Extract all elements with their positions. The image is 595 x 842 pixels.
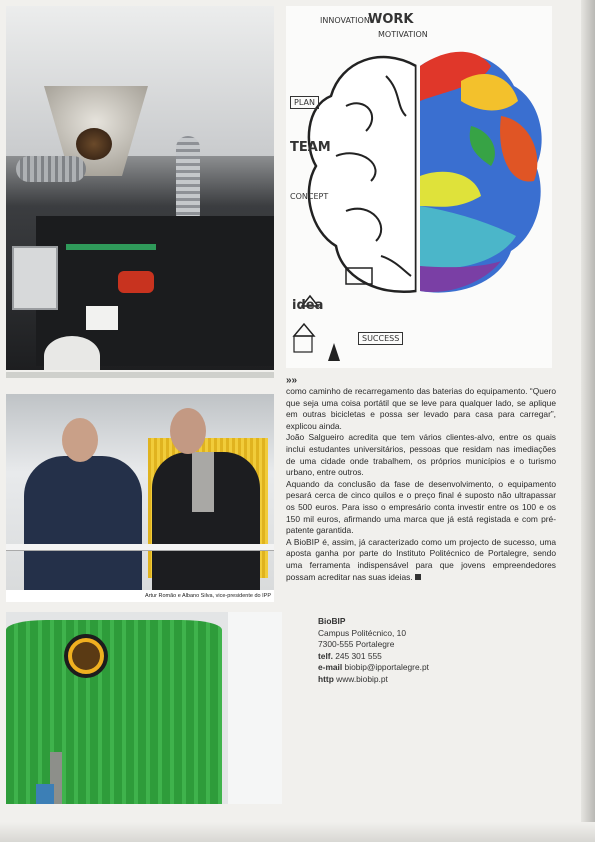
contact-address-line1: Campus Politécnico, 10 — [318, 627, 406, 638]
doodle-success: SUCCESS — [358, 332, 403, 345]
doodle-motivation: MOTIVATION — [378, 30, 428, 39]
tank-photo — [6, 612, 282, 804]
doodle-work: WORK — [368, 12, 414, 27]
article-paragraph-1: como caminho de recarregamento das baterias do equipamento. “Quero que seja uma coisa portátil que se leve para qualquer lado, se aplique em outras bicicletas e possa ser levado para casa para carregar”, explicou ainda. — [286, 386, 556, 431]
contact-email-label: e-mail — [318, 662, 343, 673]
brain-illustration — [286, 6, 552, 368]
flex-tube-vertical — [176, 136, 200, 226]
contact-website-label: http — [318, 673, 334, 684]
green-tank — [6, 620, 222, 804]
end-of-article-mark — [415, 574, 421, 580]
person-right-shirt — [192, 452, 214, 512]
person-left-head — [62, 418, 98, 462]
doodle-concept: CONCEPT — [290, 192, 329, 201]
doodle-idea: idea — [292, 298, 324, 313]
photo-caption — [6, 590, 274, 602]
contact-email-value: biobip@ipportalegre.pt — [344, 662, 429, 673]
brain-illustration-photo — [286, 6, 552, 368]
contact-website — [318, 674, 538, 686]
doodle-team: TEAM — [290, 140, 331, 155]
person-right-head — [170, 408, 206, 454]
doodle-plan: PLAN — [290, 96, 319, 109]
railing — [6, 544, 274, 551]
flex-tube — [16, 156, 86, 182]
control-panel — [12, 246, 58, 310]
red-cylinder — [118, 271, 154, 293]
white-wall — [228, 612, 282, 804]
continuation-marker: »» — [286, 375, 298, 386]
contact-address-line2: 7300-555 Portalegre — [318, 639, 395, 650]
blue-valve — [36, 784, 54, 804]
contact-email — [318, 662, 538, 674]
hopper-opening — [76, 128, 112, 160]
article-paragraph-3: Aquando da conclusão da fase de desenvolvimento, o equipamento pesará cerca de cinco quilos e o preço final é suposto não ultrapassar os 500 euros. Para isso o empresário conta investir entre os 100 e os 150 mil euros, afirmando uma marca que já está registada e com pré-patente garantida. — [286, 478, 556, 536]
person-left-body — [24, 456, 142, 590]
contact-phone-value: 245 301 555 — [335, 650, 382, 661]
contact-phone — [318, 651, 538, 663]
doodle-innovation: INNOVATION — [320, 16, 370, 25]
tank-hatch-opening — [72, 642, 100, 670]
article-paragraph-2: João Salgueiro acredita que tem vários clientes-alvo, entre os quais inclui estudantes universitários, pessoas que residam nas imediações de uma cidade onde trabalhem, os próprios municípios e o turismo urbano, entre outros. — [286, 432, 556, 478]
article-paragraph-4 — [286, 537, 556, 583]
contact-website-value: www.biobip.pt — [336, 673, 388, 684]
contact-name: BioBIP — [318, 616, 346, 626]
article-paragraph-4-text: A BioBIP é, assim, já caracterizado como um projecto de sucesso, uma aposta ganha por parte do Instituto Politécnico de Portalegre, sendo uma ferramenta indispensável para que jovens empreendedores possam acreditar nas suas ideias. — [286, 536, 556, 582]
machine-label — [86, 306, 118, 330]
page-binding-shadow — [581, 0, 595, 842]
contact-phone-label: telf. — [318, 650, 333, 661]
people-photo — [6, 394, 274, 590]
contact-block — [318, 616, 538, 686]
machine-photo — [6, 6, 274, 370]
window-background — [6, 6, 274, 156]
photo-caption-text: Artur Romão e Albano Silva, vice-presidente do IPP — [145, 593, 271, 599]
page-bottom-shadow — [0, 822, 595, 842]
green-hose — [66, 244, 156, 250]
fan-gauge — [44, 336, 100, 370]
caption-strip — [6, 372, 274, 378]
article-column — [286, 376, 556, 583]
